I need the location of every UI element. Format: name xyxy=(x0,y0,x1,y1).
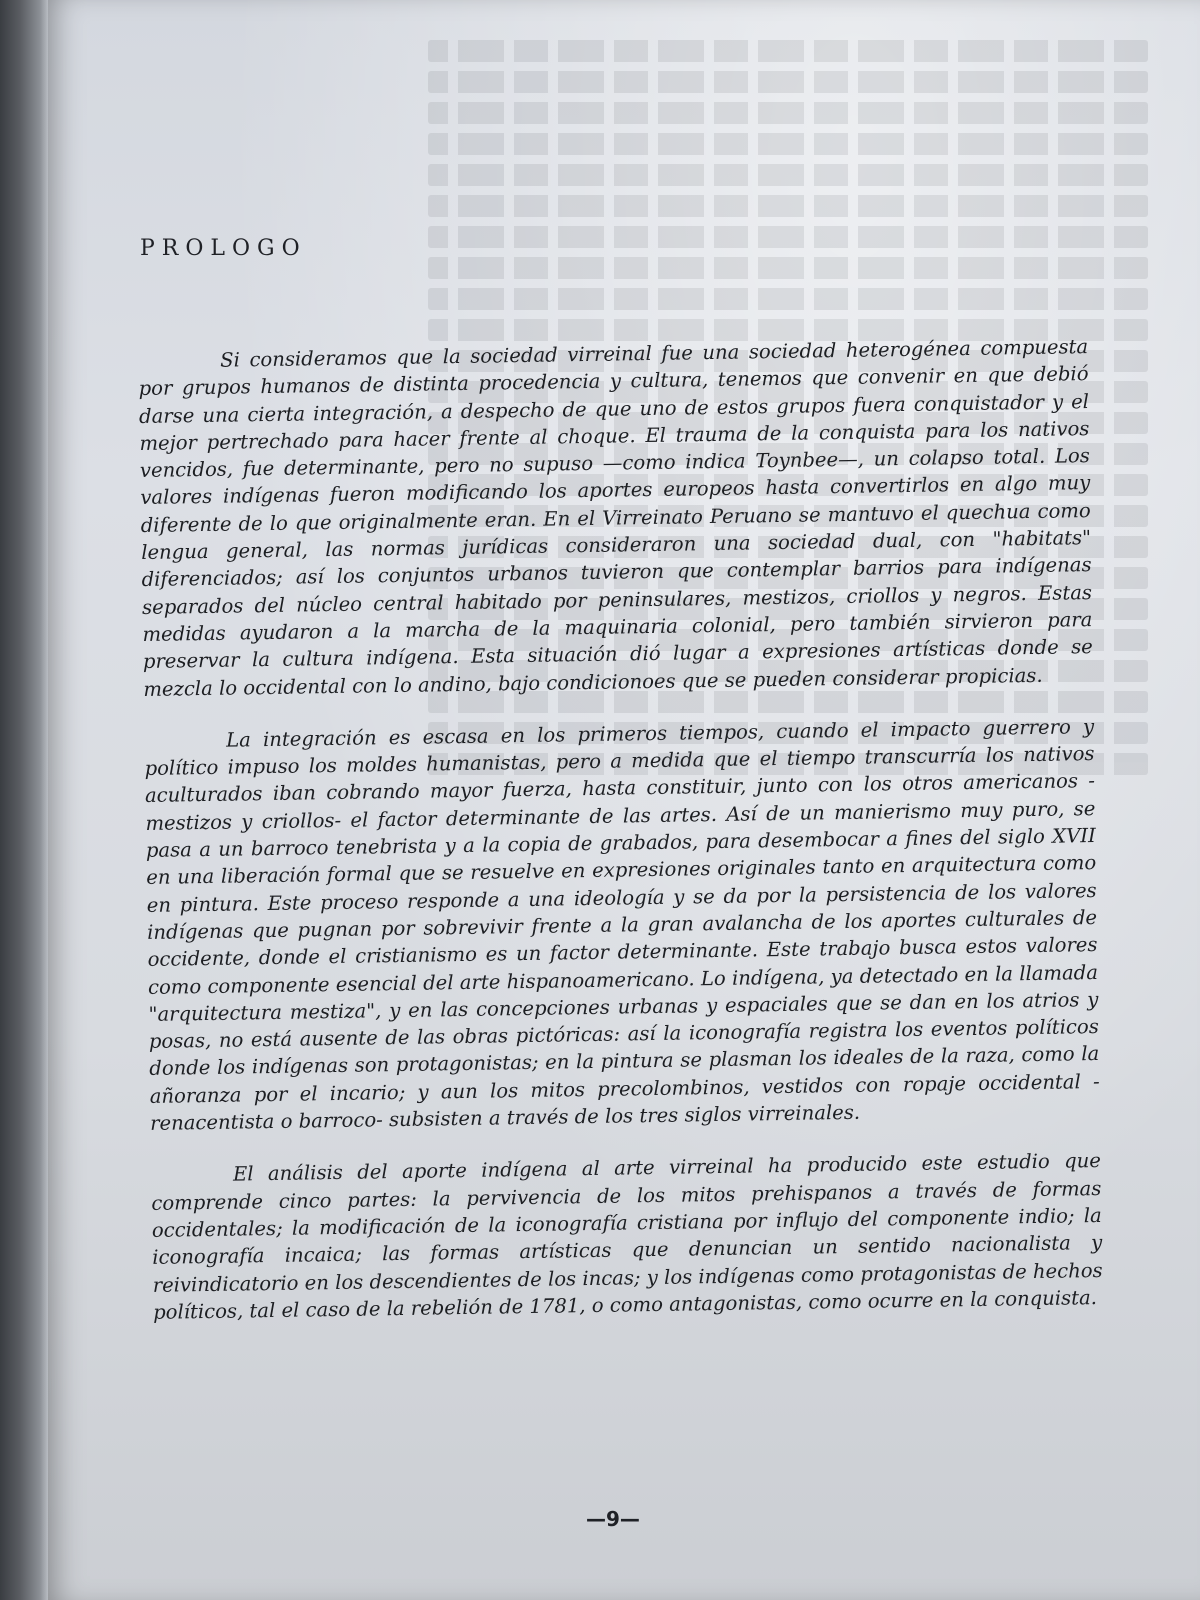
paragraph-1: Si consideramos que la sociedad virreinal fue una sociedad heterogénea compuesta por grupos humanos de distinta procedencia y cultura, tenemos que convenir en que debió darse una cierta integración, a despecho de que uno de estos grupos fuera conquistador y el mejor pertrechado para hacer frente al choque. El trauma de la conquista para los nativos vencidos, fue determinante, pero no supuso —como indica Toynbee—, un colapso total. Los valores indígenas fueron modificando los aportes europeos hasta convertirlos en algo muy diferente de lo que originalmente eran. En el Virreinato Peruano se mantuvo el quechua como lengua general, las normas jurídicas consideraron una sociedad dual, con "habitats" diferenciados; así los conjuntos urbanos tuvieron que contemplar barrios para indígenas separados del núcleo central habitado por peninsulares, mestizos, criollos y negros. Estas medidas ayudaron a la marcha de la maquinaria colonial, pero también sirvieron para preservar la cultura indígena. Esta situación dió lugar a expresiones artísticas donde se mezcla lo occidental con lo andino, bajo condicionoes que se pueden considerar propicias. xyxy=(138,335,1093,701)
page-number: —9— xyxy=(586,1507,640,1531)
paragraph-2: La integración es escasa en los primeros tiempos, cuando el impacto guerrero y político impuso los moldes humanistas, pero a medida que el tiempo transcurría los nativos aculturados iban cobrando mayor fuerza, hasta constituir, junto con los otros americanos -mestizos y criollos- el factor determinante de las artes. Así de un manierismo muy puro, se pasa a un barroco tenebrista y a la copia de grabados, para desembocar a fines del siglo XVII en una liberación formal que se resuelve en expresiones originales tanto en arquitectura como en pintura. Este proceso responde a una ideología y se da por la persistencia de los valores indígenas que pugnan por sobrevivir frente a la gran avalancha de los aportes culturales de occidente, donde el cristianismo es un factor determinante. Este trabajo busca estos valores como componente esencial del arte hispanoamericano. Lo indígena, ya detectado en la llamada "arquitectura mestiza", y en las concepciones urbanas y espaciales que se dan en los atrios y posas, no está ausente de las obras pictóricas: así la iconografía registra los eventos políticos donde los indígenas son protagonistas; en la pintura se plasman los ideales de la raza, como la añoranza por el incario; y aun los mitos precolombinos, vestidos con ropaje occidental -renacentista o barroco- subsisten a través de los tres siglos virreinales. xyxy=(144,714,1100,1135)
paragraph-3: El análisis del aporte indígena al arte virreinal ha producido este estudio que comprende cinco partes: la pervivencia de los mitos prehispanos a través de formas occidentales; la modificación de la iconografía cristiana por influjo del componente indio; la iconografía incaica; las formas artísticas que denuncian un sentido nacionalista y reivindicatorio en los descendientes de los incas; y los indígenas como protagonistas de hechos políticos, tal el caso de la rebelión de 1781, o como antagonistas, como ocurre en la conquista. xyxy=(151,1149,1103,1324)
page-title: PROLOGO xyxy=(140,236,307,261)
body-text xyxy=(138,333,1104,1351)
book-page xyxy=(48,0,1200,1600)
